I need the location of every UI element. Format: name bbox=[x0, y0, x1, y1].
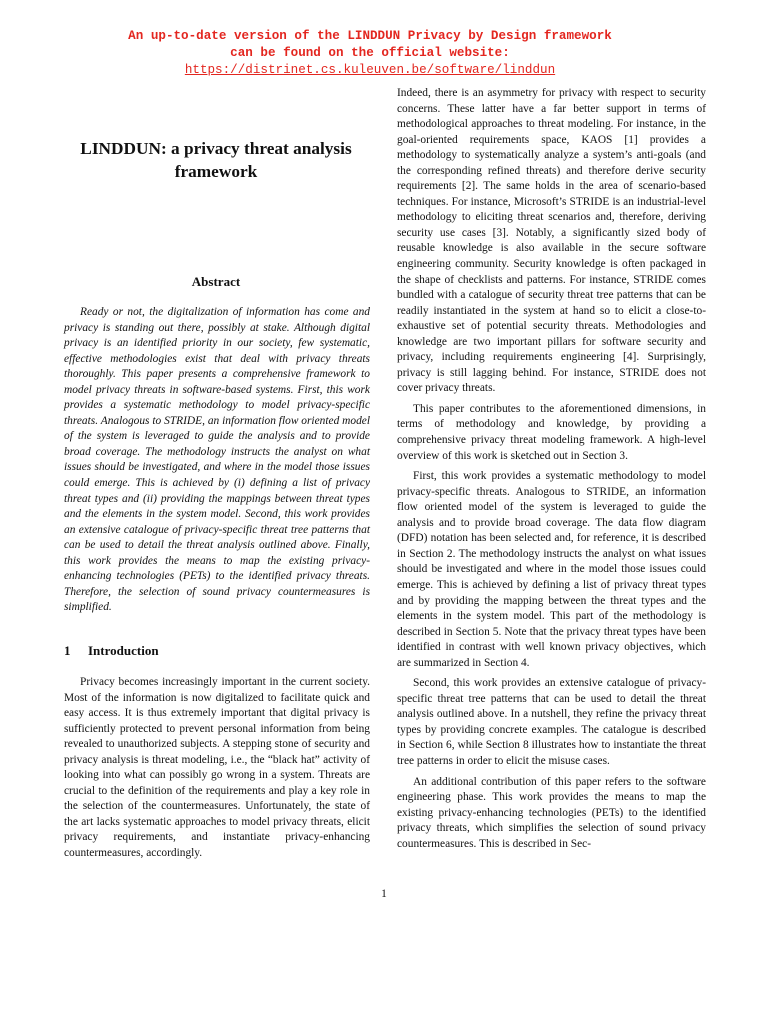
section-title: Introduction bbox=[88, 643, 159, 658]
body-paragraph: Indeed, there is an asymmetry for privacy with respect to security concerns. These latter have a far better support in terms of methodological approaches to threat modeling. For instance, in the goal-oriented requirements space, KAOS [1] provides a methodology to systematically analyze a system’s anti-goals (and the corresponding refined threats) and therefore derive security requirements [2]. The same holds in the area of scenario-based techniques. For instance, Microsoft’s STRIDE is an industrial-level methodology to eliciting threat scenarios and, therefore, deriving security use cases [3]. Notably, a significantly sized body of reusable knowledge is also available in the secure software engineering community. Security knowledge is often packaged in the shape of checklists and patterns. For instance, STRIDE comes bundled with a catalogue of security threat tree patterns that can be readily instantiated in the system at hand so to elicit a close-to-exhaustive set of potential security threats. Methodologies and knowledge are two important pillars for software security and privacy, including requirements engineering [4]. Surprisingly, privacy is still lagging behind. For instance, STRIDE does not cover privacy threats. bbox=[397, 87, 706, 395]
section-number: 1 bbox=[64, 643, 71, 658]
right-column bbox=[397, 86, 706, 852]
abstract-heading: Abstract bbox=[191, 274, 241, 289]
banner-line-2: can be found on the official website: bbox=[230, 46, 510, 60]
introduction-text bbox=[64, 675, 370, 862]
website-notice-banner bbox=[60, 28, 680, 79]
abstract-paragraph: Ready or not, the digitalization of information has come and privacy is standing out there, possibly at stake. Although digital privacy is an identified priority in our society, few systematic, effective methodologies exist that deal with privacy threats thoroughly. This paper presents a comprehensive framework to model privacy threats in software-based systems. First, this work provides a systematic methodology to model privacy-specific threats. Analogous to STRIDE, an information flow oriented model of the system is leveraged to guide the analysis and to provide broad coverage. The methodology instructs the analyst on what issues should be investigated, and where in the model those issues could emerge. This is achieved by (i) defining a list of privacy threat types and (ii) providing the mappings between threat types and the elements in the system model. Second, this work provides an extensive catalogue of privacy-specific threat tree patterns that can be used to detail the threat analysis outlined above. Finally, this work provides the means to map the existing privacy-enhancing technologies (PETs) to the identified privacy threats. Therefore, the selection of sound privacy countermeasures is simplified. bbox=[64, 306, 370, 614]
body-paragraph: First, this work provides a systematic methodology to model privacy-specific threats. Analogous to STRIDE, an information flow oriented model of the system is leveraged to guide the analysis and to provide broad coverage. The data flow diagram (DFD) notation has been selected and, for reference, it is described in Section 2. The methodology instructs the analyst on what issues should be investigated and where in the model those issues could emerge. This is achieved by defining a list of privacy threat types and by providing the mapping between the threat types and the elements in the system model. This part of the methodology is described in Section 5. Note that the privacy threat types have been identified in contrast with well known privacy objectives, which are summarized in Section 4. bbox=[397, 470, 706, 669]
page-number: 1 bbox=[381, 888, 387, 900]
section-heading bbox=[64, 643, 370, 659]
intro-paragraph: Privacy becomes increasingly important in the current society. Most of the information is now digitalized to facilitate quick and easy access. It is thus extremely important that digital privacy is sufficiently protected to prevent personal information from being revealed to unauthorized subjects. A stepping stone of security and privacy analysis is threat modeling, i.e., the “black hat” activity of looking into what can possibly go wrong in a system. Threats are crucial to the definition of the requirements and play a key role in the selection of the countermeasures. Unfortunately, the state of the art lacks systematic approaches to model privacy threats, elicit privacy requirements, and instantiate privacy-enhancing countermeasures, accordingly. bbox=[64, 676, 370, 860]
body-paragraph: An additional contribution of this paper refers to the software engineering phase. This work provides the means to map the existing privacy-enhancing technologies (PETs) to the identified privacy threats, which simplifies the selection of sound privacy countermeasures. This is described in Sec- bbox=[397, 775, 706, 850]
body-paragraph: This paper contributes to the aforementioned dimensions, in terms of methodology and knowledge, by providing a comprehensive privacy threat modeling framework. A high-level overview of this work is sketched out in Section 3. bbox=[397, 402, 706, 462]
banner-line-1: An up-to-date version of the LINDDUN Privacy by Design framework bbox=[128, 29, 612, 43]
body-paragraph: Second, this work provides an extensive catalogue of privacy-specific threat tree patterns that can be used to detail the threat analysis outlined above. In a nutshell, they refine the privacy threat types by providing concrete examples. The catalogue is described in Section 6, while Section 8 illustrates how to instantiate the threat tree patterns in order to elicit the misuse cases. bbox=[397, 677, 706, 767]
paper-title: LINDDUN: a privacy threat analysis framework bbox=[80, 139, 352, 181]
linddun-website-link[interactable]: https://distrinet.cs.kuleuven.be/software/linddun bbox=[184, 63, 556, 77]
abstract-text bbox=[64, 305, 370, 616]
